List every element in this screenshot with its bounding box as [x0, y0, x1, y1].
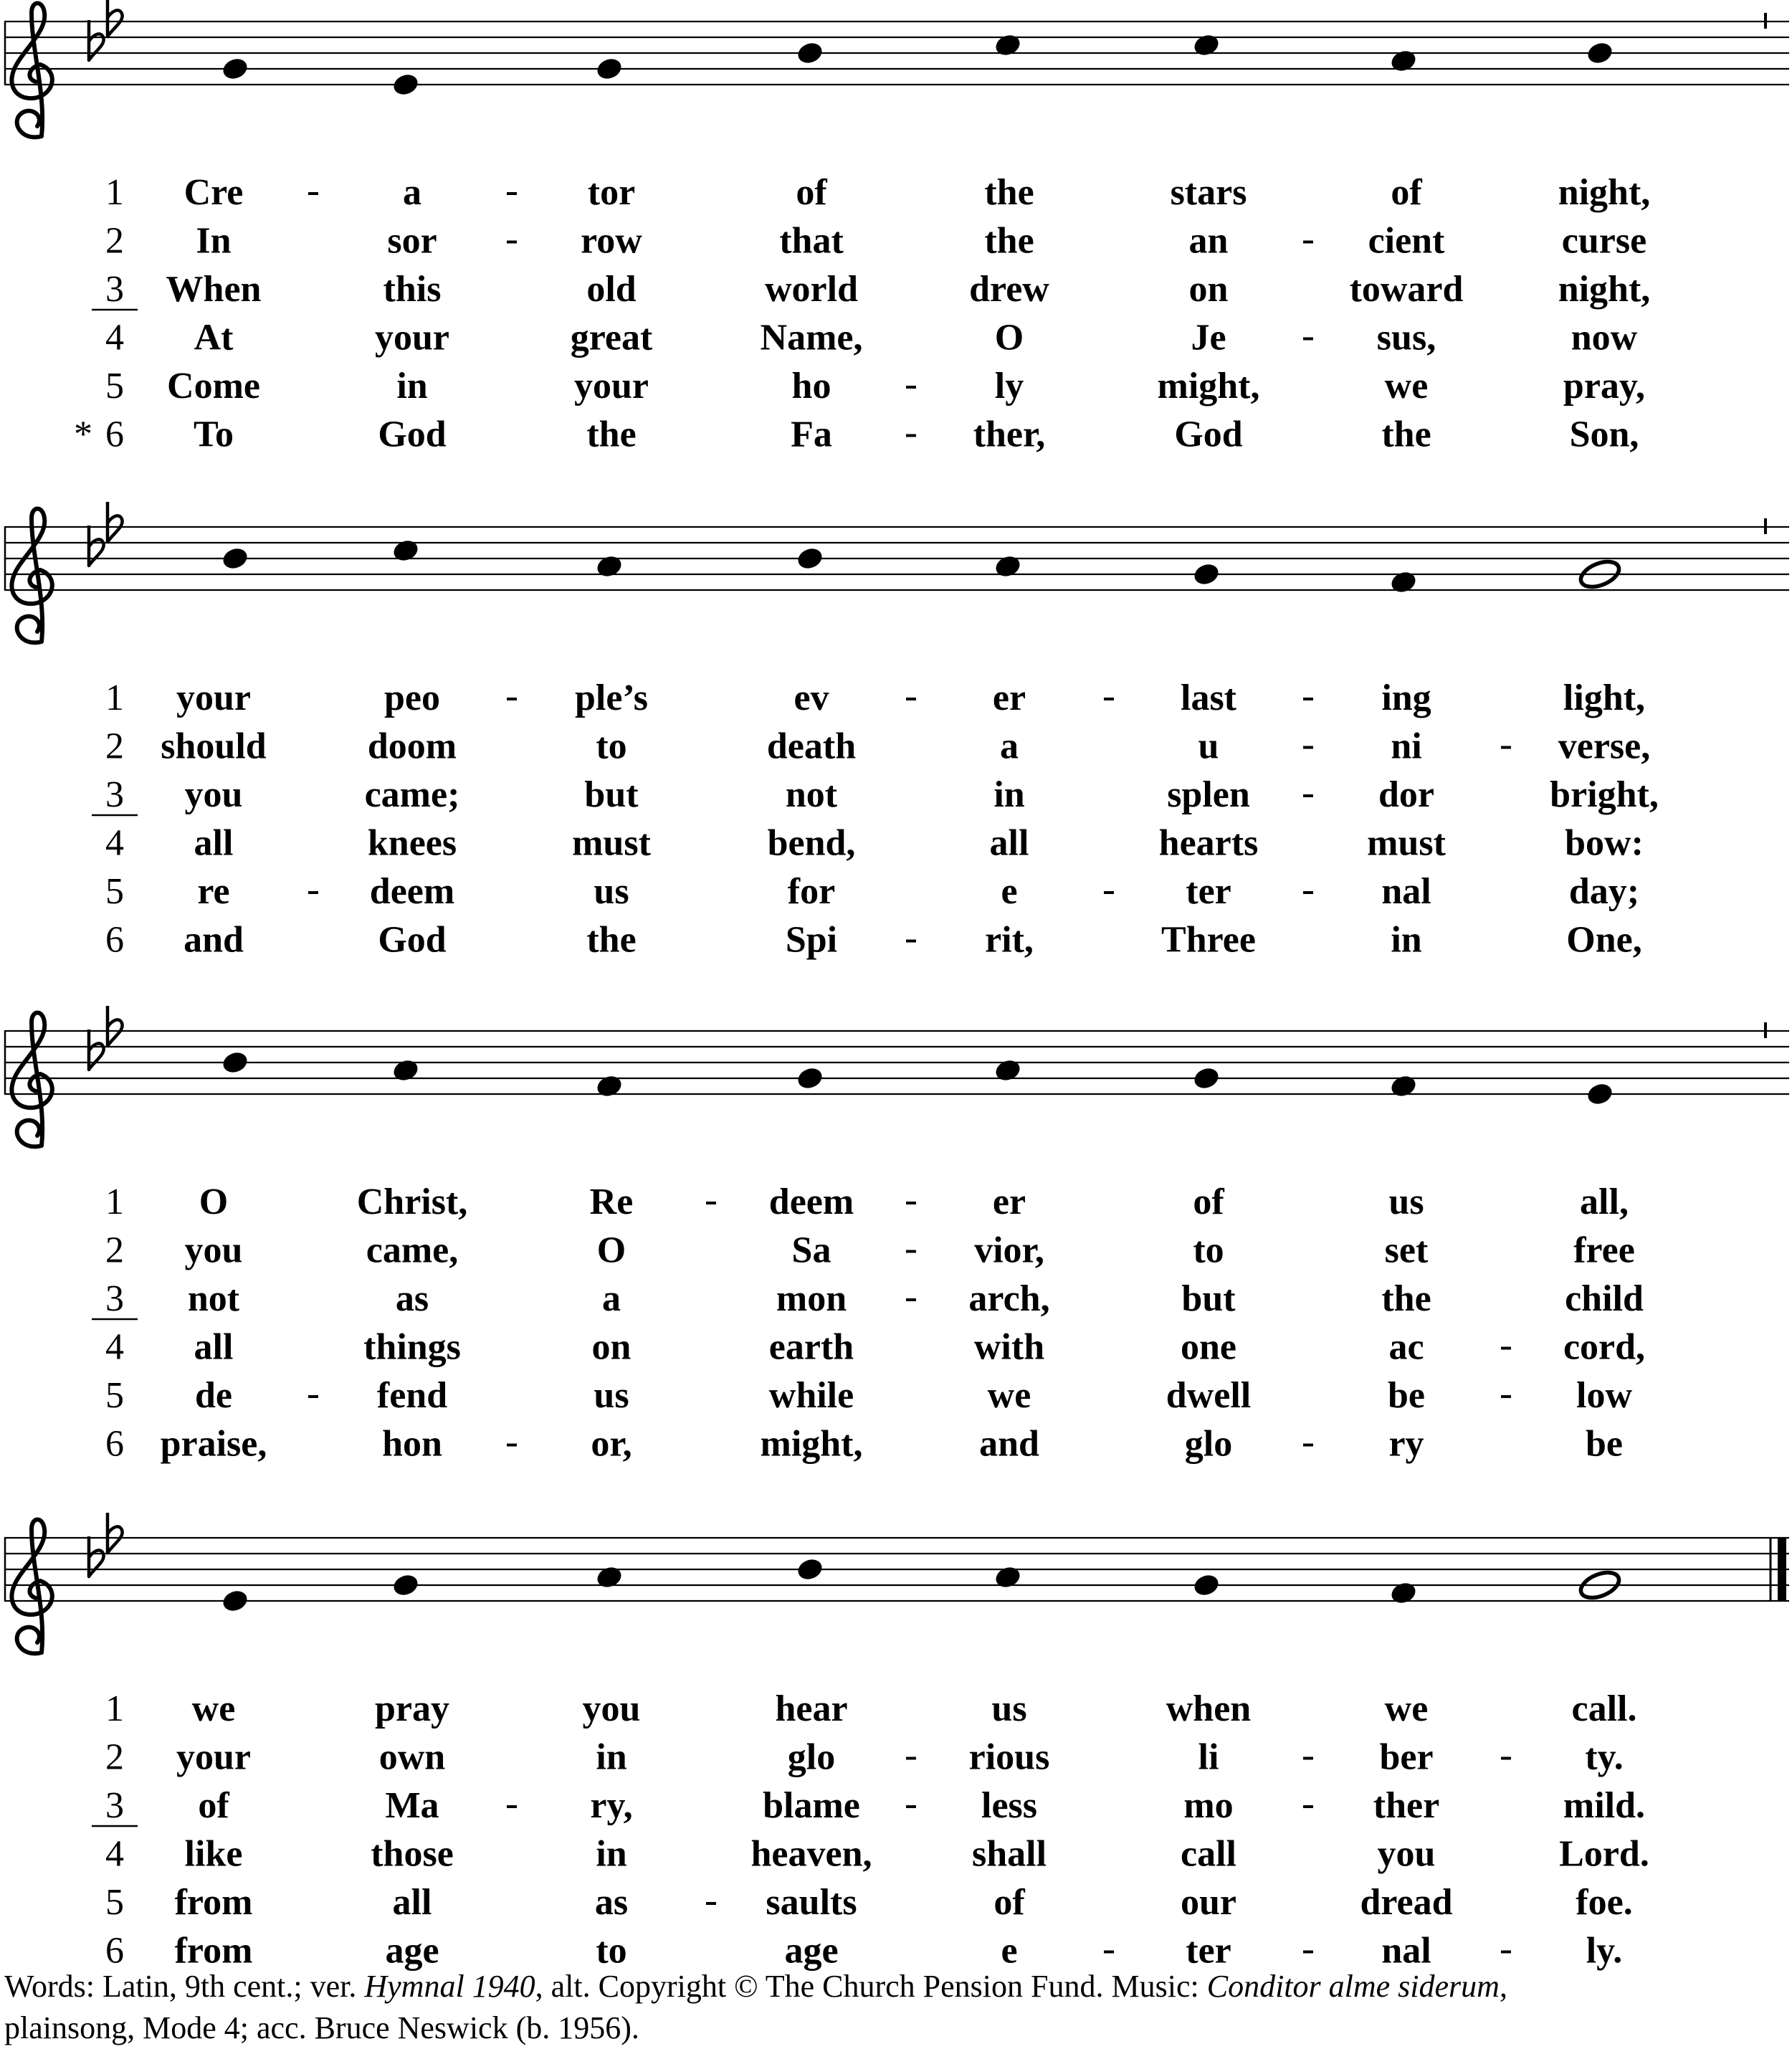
lyric-syllable: the [984, 220, 1034, 262]
lyric-syllable: knees [367, 822, 457, 864]
lyric-syllable: ho [791, 366, 831, 407]
lyric-syllable: be [1388, 1375, 1425, 1416]
lyric-syllable: one [1181, 1326, 1236, 1368]
credits-music-suffix: , [1499, 1969, 1507, 2004]
treble-clef-icon [11, 509, 52, 643]
lyric-syllable: ly. [1586, 1930, 1623, 1972]
verse-number: 2 [105, 220, 124, 262]
lyric-syllable: old [586, 269, 637, 310]
flat-sign-icon [89, 1536, 104, 1577]
note-head [391, 1572, 420, 1599]
lyric-syllable: Re [589, 1182, 634, 1222]
lyric-syllable: in [596, 1833, 627, 1875]
lyric-syllable: cient [1368, 220, 1445, 262]
lyric-syllable: hearts [1158, 822, 1259, 864]
lyric-syllable: light, [1563, 678, 1646, 718]
lyric-syllable: curse [1561, 220, 1647, 262]
lyric-syllable: in [396, 366, 428, 407]
verse-number: 4 [105, 1833, 124, 1875]
lyric-syllable: to [596, 1930, 627, 1972]
credits [4, 1966, 1782, 2049]
lyric-syllable: hear [775, 1688, 848, 1729]
lyric-syllable: cord, [1563, 1326, 1646, 1368]
note-head [795, 1556, 824, 1583]
lyric-syllable: nal [1381, 1930, 1431, 1972]
lyric-syllable: low [1576, 1375, 1632, 1416]
lyric-syllable: ing [1381, 678, 1431, 718]
lyric-syllable: all [989, 822, 1029, 864]
note-head [1191, 1065, 1221, 1092]
lyric-syllable: O [596, 1230, 626, 1271]
lyric-syllable: less [981, 1785, 1037, 1826]
lyric-syllable: this [383, 269, 442, 310]
lyric-syllable: great [570, 317, 653, 358]
note-head [1388, 1580, 1418, 1607]
lyric-syllable: all [194, 1326, 234, 1368]
lyric-syllable: Sa [791, 1230, 831, 1271]
verse-number: 4 [105, 1326, 124, 1368]
lyric-syllable: own [378, 1736, 446, 1778]
lyric-syllable: de [195, 1375, 232, 1416]
lyric-syllable: deem [369, 871, 455, 912]
lyric-syllable: drew [969, 269, 1049, 310]
lyric-syllable: pray [375, 1688, 449, 1729]
lyric-syllable: ber [1379, 1736, 1434, 1778]
verse-number: 6 [105, 919, 124, 961]
lyric-syllable: toward [1349, 269, 1464, 310]
lyric-syllable: death [766, 726, 857, 767]
lyric-syllable: glo [1184, 1423, 1233, 1465]
lyric-syllable: stars [1170, 172, 1247, 213]
lyric-syllable: the [1381, 414, 1431, 455]
lyric-syllable: an [1188, 220, 1229, 262]
lyric-syllable: sor [387, 220, 437, 262]
note-head [1585, 40, 1614, 67]
lyric-syllable: for [787, 871, 836, 912]
lyric-syllable: Christ, [356, 1182, 468, 1222]
credits-words-suffix: , alt. Copyright © The Church Pension Fund. Music: [535, 1969, 1207, 2004]
verse-number: 1 [105, 172, 124, 213]
lyric-syllable: e [1001, 1930, 1018, 1972]
verse-number: 1 [105, 678, 124, 718]
note-head [1388, 569, 1418, 596]
lyric-syllable: God [378, 919, 447, 961]
lyric-syllable: your [176, 678, 251, 718]
lyric-syllable: Lord. [1559, 1833, 1649, 1875]
final-barline-thick [1778, 1538, 1786, 1601]
note-head [220, 1050, 249, 1076]
lyric-syllable: in [993, 774, 1025, 815]
lyric-syllable: we [987, 1375, 1031, 1416]
lyric-syllable: ac [1388, 1326, 1424, 1368]
lyric-syllable: all [194, 822, 234, 864]
lyric-syllable: you [184, 1230, 243, 1271]
flat-sign-icon [89, 526, 104, 566]
lyric-syllable: heaven, [750, 1833, 872, 1875]
lyric-syllable: mon [776, 1278, 847, 1319]
verse-number: 6 [105, 1930, 124, 1972]
lyric-syllable: of [1391, 172, 1422, 213]
note-head [594, 56, 624, 82]
lyric-syllable: as [395, 1278, 429, 1319]
lyric-syllable: you [582, 1688, 641, 1729]
lyric-syllable: world [765, 269, 858, 310]
lyric-syllable: call [1181, 1833, 1236, 1875]
lyric-syllable: God [378, 414, 447, 455]
lyric-syllable: but [584, 774, 639, 815]
lyric-syllable: night, [1558, 269, 1651, 310]
lyric-syllable: us [594, 871, 629, 912]
lyric-syllable: last [1181, 678, 1236, 718]
lyric-syllable: sus, [1376, 317, 1436, 358]
flat-sign-icon [108, 502, 123, 542]
lyric-syllable: us [594, 1375, 629, 1416]
lyric-syllable: came; [364, 774, 460, 815]
lyric-syllable: a [602, 1278, 621, 1319]
lyric-syllable: Come [167, 366, 260, 407]
verse-number: 4 [105, 822, 124, 864]
lyric-syllable: those [371, 1833, 454, 1875]
lyric-syllable: when [1166, 1688, 1252, 1729]
lyric-syllable: mild. [1563, 1785, 1646, 1826]
lyric-syllable: but [1181, 1278, 1236, 1319]
lyric-syllable: u [1198, 726, 1219, 767]
lyric-syllable: all, [1580, 1182, 1629, 1222]
note-head [594, 1073, 624, 1100]
lyric-syllable: e [1001, 871, 1018, 912]
lyric-syllable: your [574, 366, 649, 407]
note-head [220, 546, 249, 572]
lyric-syllable: age [784, 1930, 839, 1972]
note-head [220, 1588, 249, 1615]
lyric-syllable: praise, [160, 1423, 267, 1465]
verse-number: 5 [105, 1375, 124, 1416]
lyric-syllable: should [161, 726, 267, 767]
lyric-syllable: ni [1391, 726, 1422, 767]
lyric-syllable: and [184, 919, 244, 961]
lyric-syllable: foe. [1576, 1882, 1633, 1923]
lyric-syllable: At [194, 317, 234, 358]
lyric-syllable: from [174, 1882, 253, 1923]
lyric-syllable: child [1565, 1278, 1644, 1319]
lyric-syllable: vior, [974, 1230, 1044, 1271]
lyric-syllable: deem [768, 1182, 854, 1222]
lyric-syllable: blame [763, 1785, 860, 1826]
verse-number: 2 [105, 726, 124, 767]
lyric-syllable: you [1377, 1833, 1436, 1875]
lyric-syllable: Name, [760, 317, 863, 358]
lyric-syllable: splen [1167, 774, 1250, 815]
lyric-syllable: us [1388, 1182, 1424, 1222]
lyric-syllable: O [199, 1182, 229, 1222]
note-head [1191, 32, 1221, 59]
note-head [1191, 1572, 1221, 1599]
lyric-syllable: your [176, 1736, 251, 1778]
verse-number: 3 [105, 1278, 124, 1319]
staff-system [4, 502, 1789, 961]
lyric-syllable: Cre [184, 172, 244, 213]
lyric-syllable: we [191, 1688, 236, 1729]
lyric-syllable: things [363, 1326, 461, 1368]
lyric-syllable: set [1384, 1230, 1429, 1271]
lyric-syllable: tor [587, 172, 636, 213]
lyric-syllable: be [1586, 1423, 1623, 1465]
note-head [993, 32, 1022, 59]
lyric-syllable: God [1174, 414, 1243, 455]
lyric-syllable: earth [768, 1326, 854, 1368]
lyric-syllable: in [596, 1736, 627, 1778]
lyric-syllable: with [973, 1326, 1045, 1368]
lyric-syllable: doom [367, 726, 457, 767]
lyric-syllable: as [594, 1882, 629, 1923]
note-head [220, 56, 249, 82]
lyric-syllable: on [591, 1326, 632, 1368]
lyric-syllable: free [1573, 1230, 1635, 1271]
lyric-syllable: O [994, 317, 1024, 358]
lyric-syllable: peo [384, 678, 440, 718]
lyric-syllable: all [392, 1882, 432, 1923]
lyric-syllable: from [174, 1930, 253, 1972]
note-head [795, 40, 824, 67]
lyric-syllable: ter [1186, 1930, 1231, 1972]
lyric-syllable: bend, [767, 822, 856, 864]
note-head [993, 1057, 1022, 1084]
lyric-syllable: your [375, 317, 449, 358]
verse-number: 2 [105, 1736, 124, 1778]
note-head [1191, 561, 1221, 588]
lyric-syllable: verse, [1558, 726, 1651, 767]
lyric-syllable: Fa [791, 414, 832, 455]
lyric-syllable: Ma [385, 1785, 439, 1826]
staff-system [4, 1513, 1789, 1972]
note-head [993, 553, 1022, 580]
verse-number: 3 [105, 269, 124, 310]
lyric-syllable: pray, [1563, 366, 1646, 407]
lyric-syllable: or, [591, 1423, 632, 1465]
flat-sign-icon [108, 1006, 123, 1046]
lyric-syllable: In [196, 220, 232, 262]
lyric-syllable: must [572, 822, 651, 864]
lyric-syllable: er [992, 678, 1026, 718]
lyric-syllable: the [984, 172, 1034, 213]
lyric-syllable: in [1391, 919, 1422, 961]
lyric-syllable: arch, [968, 1278, 1050, 1319]
credits-hymnal-title: Hymnal 1940 [364, 1969, 535, 2004]
lyric-syllable: call. [1571, 1688, 1637, 1729]
lyric-syllable: might, [760, 1423, 863, 1465]
verse-number: 6 [105, 414, 124, 455]
lyric-syllable: our [1181, 1882, 1236, 1923]
verse-number: 5 [105, 366, 124, 407]
lyric-syllable: to [596, 726, 627, 767]
lyric-syllable: bow: [1565, 822, 1644, 864]
lyric-syllable: bright, [1550, 774, 1659, 815]
credits-line-1 [4, 1966, 1782, 2007]
lyric-syllable: re [197, 871, 230, 912]
lyric-syllable: ry, [590, 1785, 633, 1826]
lyric-syllable: rit, [985, 919, 1034, 961]
lyric-syllable: the [1381, 1278, 1431, 1319]
note-head [1585, 1081, 1614, 1108]
lyric-syllable: ry [1388, 1423, 1424, 1465]
lyric-syllable: shall [971, 1833, 1047, 1875]
lyric-syllable: dread [1360, 1882, 1453, 1923]
treble-clef-icon [11, 1520, 52, 1654]
lyric-syllable: might, [1157, 366, 1260, 407]
note-head [594, 553, 624, 580]
note-head [391, 538, 420, 564]
lyric-syllable: now [1571, 317, 1638, 358]
lyric-syllable: ther, [973, 414, 1046, 455]
note-head [993, 1564, 1022, 1591]
lyric-syllable: while [768, 1375, 854, 1416]
lyric-syllable: saults [766, 1882, 857, 1923]
verse-number: 5 [105, 1882, 124, 1923]
lyric-syllable: ter [1186, 871, 1231, 912]
lyric-syllable: Je [1191, 317, 1226, 358]
lyric-syllable: nal [1381, 871, 1431, 912]
flat-sign-icon [89, 1030, 104, 1070]
note-head [1388, 1073, 1418, 1100]
verse-number: 6 [105, 1423, 124, 1465]
lyric-syllable: a [403, 172, 421, 213]
lyric-syllable: and [979, 1423, 1039, 1465]
lyric-syllable: ple’s [574, 678, 649, 718]
lyric-syllable: on [1188, 269, 1229, 310]
lyric-syllable: must [1367, 822, 1446, 864]
lyric-syllable: came, [366, 1230, 459, 1271]
lyric-syllable: ther [1373, 1785, 1440, 1826]
treble-clef-icon [11, 1013, 52, 1147]
flat-sign-icon [108, 0, 123, 37]
lyric-syllable: dwell [1166, 1375, 1252, 1416]
verse-number: 3 [105, 1785, 124, 1826]
flat-sign-icon [108, 1513, 123, 1553]
lyric-syllable: er [992, 1182, 1026, 1222]
verse-number: 5 [105, 871, 124, 912]
lyric-syllable: age [385, 1930, 439, 1972]
note-head [795, 546, 824, 572]
lyric-syllable: of [993, 1882, 1025, 1923]
lyric-syllable: ty. [1585, 1736, 1624, 1778]
lyric-syllable: we [1384, 1688, 1429, 1729]
lyric-syllable: us [991, 1688, 1027, 1729]
credits-words-prefix: Words: Latin, 9th cent.; ver. [4, 1969, 365, 2004]
lyric-syllable: li [1198, 1736, 1219, 1778]
note-head [594, 1564, 624, 1591]
lyric-syllable: When [166, 269, 262, 310]
lyric-syllable: Son, [1569, 414, 1639, 455]
lyric-syllable: day; [1568, 871, 1640, 912]
lyric-syllable: To [194, 414, 234, 455]
verse-number: 1 [105, 1182, 124, 1222]
staff-system [4, 1006, 1789, 1465]
lyric-syllable: a [1000, 726, 1019, 767]
lyric-syllable: to [1193, 1230, 1224, 1271]
flat-sign-icon [89, 20, 104, 60]
lyric-syllable: you [184, 774, 243, 815]
lyric-syllable: that [779, 220, 844, 262]
lyric-syllable: ev [793, 678, 829, 718]
verse-number: 1 [105, 1688, 124, 1729]
lyric-syllable: dor [1378, 774, 1434, 815]
verse-number: 2 [105, 1230, 124, 1271]
lyric-syllable: the [586, 919, 637, 961]
lyric-syllable: of [198, 1785, 229, 1826]
lyric-syllable: fend [376, 1375, 448, 1416]
lyric-syllable: One, [1566, 919, 1642, 961]
lyric-syllable: rious [968, 1736, 1050, 1778]
note-head [391, 1057, 420, 1084]
treble-clef-icon [11, 4, 52, 138]
lyric-syllable: row [581, 220, 642, 262]
lyric-syllable: glo [787, 1736, 836, 1778]
lyric-syllable: ly [994, 366, 1024, 407]
note-head [1388, 48, 1418, 75]
lyric-syllable: mo [1183, 1785, 1234, 1826]
lyric-syllable: the [586, 414, 637, 455]
lyric-syllable: hon [382, 1423, 442, 1465]
lyric-syllable: we [1384, 366, 1429, 407]
lyric-syllable: not [785, 774, 838, 815]
note-head [391, 72, 420, 98]
lyric-syllable: night, [1558, 172, 1651, 213]
staff-system [4, 0, 1789, 455]
lyric-syllable: like [184, 1833, 243, 1875]
credits-tune-name: Conditor alme siderum [1206, 1969, 1500, 2004]
lyric-syllable: of [796, 172, 827, 213]
note-head [795, 1065, 824, 1092]
lyric-syllable: of [1193, 1182, 1224, 1222]
credits-line-2: plainsong, Mode 4; acc. Bruce Neswick (b. 1956). [4, 2010, 639, 2045]
verse-number: 4 [105, 317, 124, 358]
lyric-syllable: Spi [785, 919, 838, 961]
doxology-asterisk: * [74, 414, 92, 455]
lyric-syllable: not [187, 1278, 240, 1319]
verse-number: 3 [105, 774, 124, 815]
lyric-syllable: Three [1161, 919, 1256, 961]
